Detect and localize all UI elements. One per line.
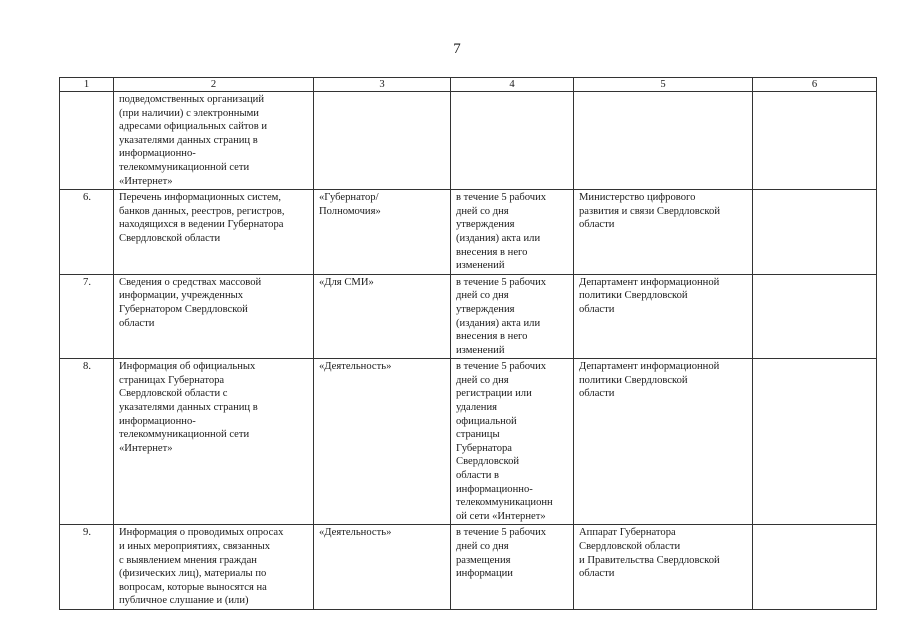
section-cell: «Губернатор/ Полномочия» — [314, 190, 451, 275]
note-cell — [753, 92, 877, 190]
term-cell — [451, 92, 574, 190]
table-row — [60, 274, 877, 359]
info-cell: Информация о проводимых опросах и иных мероприятиях, связанных с выявлением мнения граждан (физических лиц), материалы по вопросам, которые выносятся на публичное слушание и (или) — [114, 525, 314, 610]
column-header: 2 — [114, 78, 314, 92]
note-cell — [753, 274, 877, 359]
term-cell: в течение 5 рабочих дней со дня утверждения (издания) акта или внесения в него изменений — [451, 274, 574, 359]
term-cell: в течение 5 рабочих дней со дня регистрации или удаления официальной страницы Губернатора Свердловской области в информационно- телекоммуникационн ой сети «Интернет» — [451, 359, 574, 525]
row-number: 6. — [60, 190, 114, 275]
info-cell: Перечень информационных систем, банков данных, реестров, регистров, находящихся в ведении Губернатора Свердловской области — [114, 190, 314, 275]
term-cell: в течение 5 рабочих дней со дня размещения информации — [451, 525, 574, 610]
row-number: 7. — [60, 274, 114, 359]
row-number — [60, 92, 114, 190]
responsible-cell: Департамент информационной политики Свердловской области — [574, 274, 753, 359]
note-cell — [753, 190, 877, 275]
info-cell: подведомственных организаций (при наличии) с электронными адресами официальных сайтов и указателями данных страниц в информационно- телекоммуникационной сети «Интернет» — [114, 92, 314, 190]
responsible-cell: Аппарат Губернатора Свердловской области и Правительства Свердловской области — [574, 525, 753, 610]
document-table — [59, 77, 877, 610]
note-cell — [753, 525, 877, 610]
info-cell: Информация об официальных страницах Губернатора Свердловской области с указателями данных страниц в информационно- телекоммуникационной сети «Интернет» — [114, 359, 314, 525]
row-number: 9. — [60, 525, 114, 610]
column-header: 3 — [314, 78, 451, 92]
responsible-cell: Департамент информационной политики Свердловской области — [574, 359, 753, 525]
table-row — [60, 92, 877, 190]
note-cell — [753, 359, 877, 525]
section-cell: «Для СМИ» — [314, 274, 451, 359]
section-cell — [314, 92, 451, 190]
page-number: 7 — [453, 41, 461, 57]
table-row — [60, 190, 877, 275]
responsible-cell: Министерство цифрового развития и связи Свердловской области — [574, 190, 753, 275]
row-number: 8. — [60, 359, 114, 525]
info-cell: Сведения о средствах массовой информации, учрежденных Губернатором Свердловской области — [114, 274, 314, 359]
responsible-cell — [574, 92, 753, 190]
table-row — [60, 525, 877, 610]
table-header-row — [60, 78, 877, 92]
term-cell: в течение 5 рабочих дней со дня утверждения (издания) акта или внесения в него изменений — [451, 190, 574, 275]
column-header: 4 — [451, 78, 574, 92]
column-header: 1 — [60, 78, 114, 92]
section-cell: «Деятельность» — [314, 525, 451, 610]
column-header: 6 — [753, 78, 877, 92]
section-cell: «Деятельность» — [314, 359, 451, 525]
table-row — [60, 359, 877, 525]
column-header: 5 — [574, 78, 753, 92]
